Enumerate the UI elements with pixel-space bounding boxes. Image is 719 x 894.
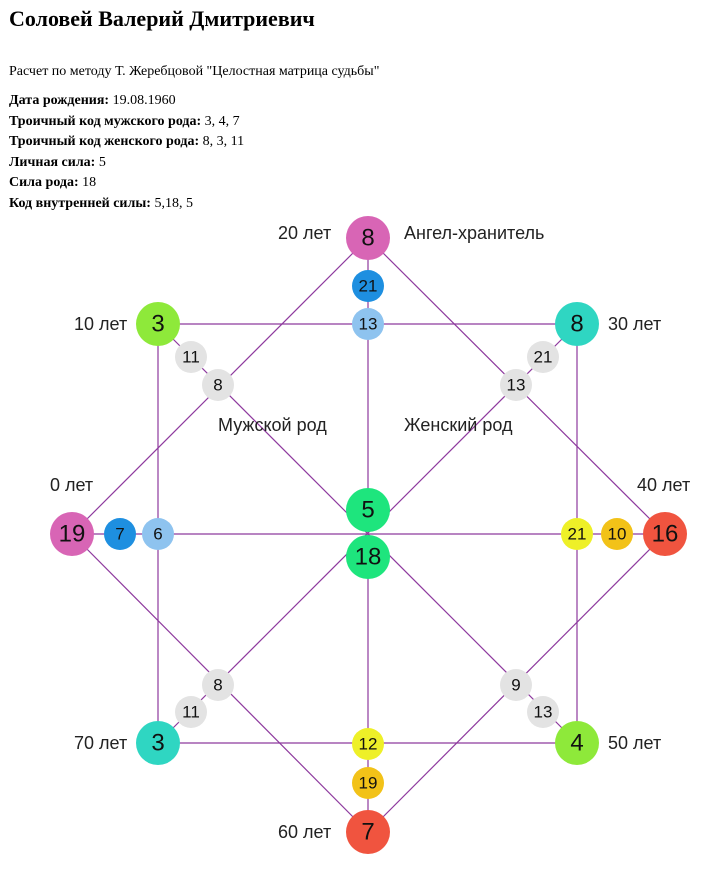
- matrix-node-bottom-inner-2-value: 12: [358, 734, 378, 754]
- matrix-node-center-personal-value: 5: [361, 496, 375, 524]
- matrix-node-bottom-left: [136, 721, 180, 765]
- matrix-node-left-inner-2: [142, 518, 174, 550]
- matrix-node-top-inner-2: [352, 308, 384, 340]
- matrix-node-center-family-value: 18: [354, 543, 382, 571]
- info-value: 5,18, 5: [154, 195, 193, 211]
- age-label-0: 0 лет: [50, 475, 94, 495]
- matrix-node-top-value: 8: [361, 224, 375, 252]
- matrix-node-right-inner-1: [601, 518, 633, 550]
- info-label: Личная сила:: [9, 154, 96, 170]
- matrix-node-right-inner-1-value: 10: [607, 524, 627, 544]
- matrix-node-bottom-right-inner-2-value: 9: [511, 675, 521, 695]
- matrix-node-top-left-inner-2: [202, 369, 234, 401]
- info-value: 18: [82, 175, 97, 190]
- age-label-50: 50 лет: [608, 733, 662, 753]
- guardian-angel-label: Ангел-хранитель: [404, 223, 545, 243]
- matrix-node-bottom-inner-2: [352, 728, 384, 760]
- info-value: 19.08.1960: [112, 93, 176, 108]
- matrix-node-right-value: 16: [651, 520, 679, 548]
- matrix-node-top-right-inner-2-value: 13: [506, 375, 526, 395]
- matrix-node-top-inner-2-value: 13: [358, 314, 378, 334]
- info-value: 8, 3, 11: [202, 134, 245, 149]
- matrix-node-bottom-right-value: 4: [570, 729, 584, 757]
- matrix-node-top-left-value: 3: [151, 310, 165, 338]
- matrix-node-top-right-inner-1-value: 21: [533, 347, 553, 367]
- info-label: Троичный код женского рода:: [9, 134, 200, 149]
- age-label-30: 30 лет: [608, 314, 662, 334]
- matrix-node-right: [643, 512, 687, 556]
- matrix-node-bottom-left-value: 3: [151, 729, 165, 757]
- age-label-70: 70 лет: [74, 733, 128, 753]
- matrix-node-bottom-right-inner-1: [527, 696, 559, 728]
- matrix-node-top-left-inner-2-value: 8: [213, 375, 223, 395]
- page-title: Соловей Валерий Дмитриевич: [9, 6, 315, 31]
- matrix-node-bottom-value: 7: [361, 818, 375, 846]
- matrix-node-top-right-inner-2: [500, 369, 532, 401]
- matrix-node-center-personal: [346, 488, 390, 532]
- matrix-node-bottom-left-inner-2-value: 8: [213, 675, 223, 695]
- matrix-node-top-inner-1: [352, 270, 384, 302]
- matrix-node-top-left: [136, 302, 180, 346]
- info-value: 3, 4, 7: [204, 113, 240, 129]
- matrix-node-bottom-right: [555, 721, 599, 765]
- info-label: Сила рода:: [9, 175, 79, 190]
- matrix-node-bottom-left-inner-1-value: 11: [182, 702, 200, 722]
- matrix-node-top-inner-1-value: 21: [358, 276, 378, 296]
- matrix-node-right-inner-2-value: 21: [567, 524, 587, 544]
- matrix-node-bottom: [346, 810, 390, 854]
- age-label-40: 40 лет: [637, 475, 691, 495]
- info-label: Код внутренней силы:: [9, 195, 151, 211]
- male-line-label: Мужской род: [218, 415, 327, 435]
- info-label: Троичный код мужского рода:: [9, 113, 202, 129]
- info-label: Дата рождения:: [9, 93, 110, 108]
- matrix-node-top: [346, 216, 390, 260]
- age-label-20: 20 лет: [278, 223, 332, 243]
- method-description: Расчет по методу Т. Жеребцовой "Целостная матрица судьбы": [9, 64, 380, 79]
- info-value: 5: [98, 154, 106, 170]
- matrix-node-bottom-right-inner-1-value: 13: [533, 702, 553, 722]
- matrix-node-top-left-inner-1: [175, 341, 207, 373]
- matrix-node-top-right-inner-1: [527, 341, 559, 373]
- matrix-node-bottom-right-inner-2: [500, 669, 532, 701]
- matrix-node-left: [50, 512, 94, 556]
- matrix-node-bottom-left-inner-1: [175, 696, 207, 728]
- matrix-node-bottom-left-inner-2: [202, 669, 234, 701]
- matrix-node-top-left-inner-1-value: 11: [182, 347, 200, 367]
- matrix-node-top-right-value: 8: [570, 310, 584, 338]
- matrix-node-bottom-inner-1: [352, 767, 384, 799]
- matrix-node-left-inner-1: [104, 518, 136, 550]
- matrix-node-center-family: [346, 535, 390, 579]
- matrix-node-bottom-inner-1-value: 19: [358, 773, 378, 793]
- age-label-10: 10 лет: [74, 314, 128, 334]
- matrix-node-left-inner-1-value: 7: [115, 524, 125, 544]
- matrix-node-right-inner-2: [561, 518, 593, 550]
- matrix-node-left-inner-2-value: 6: [153, 524, 163, 544]
- age-label-60: 60 лет: [278, 822, 332, 842]
- matrix-node-left-value: 19: [58, 520, 86, 548]
- female-line-label: Женский род: [404, 415, 513, 435]
- matrix-node-top-right: [555, 302, 599, 346]
